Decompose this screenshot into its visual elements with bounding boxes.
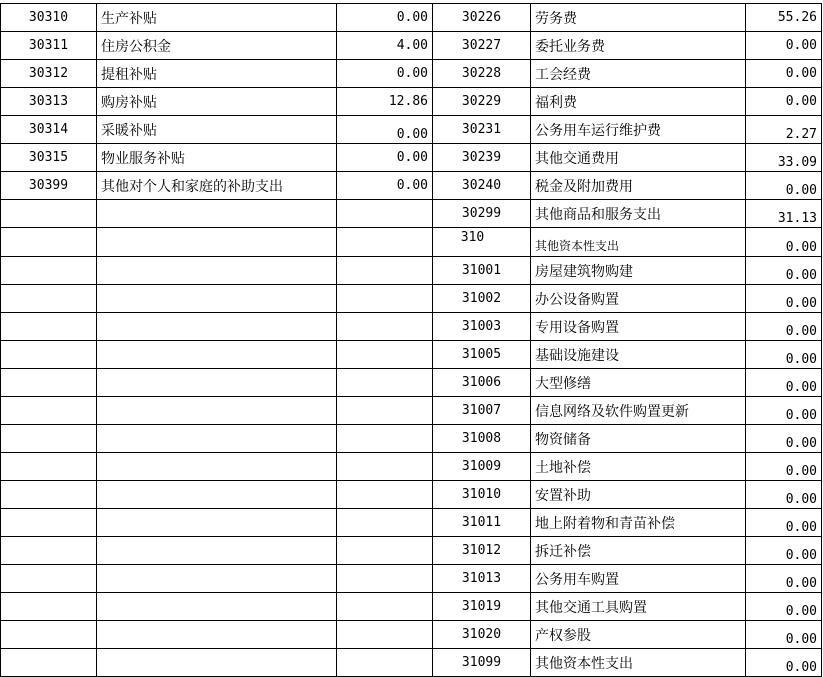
right-code-cell[interactable]: 30228 <box>433 60 531 88</box>
left-amount-cell[interactable]: 0.00 <box>337 60 433 88</box>
left-amount-cell[interactable]: 4.00 <box>337 32 433 60</box>
left-code-cell[interactable] <box>1 313 97 341</box>
right-code-cell[interactable]: 310 <box>433 228 531 257</box>
left-name-cell[interactable] <box>97 621 337 649</box>
right-name-cell[interactable]: 办公设备购置 <box>531 285 746 313</box>
right-code-cell[interactable]: 31013 <box>433 565 531 593</box>
right-amount-cell[interactable]: 0.00 <box>746 369 822 397</box>
table-row <box>1 200 822 228</box>
right-name-cell[interactable]: 其他交通费用 <box>531 144 746 172</box>
right-name-cell[interactable]: 其他资本性支出 <box>531 228 746 257</box>
right-code-cell[interactable]: 31001 <box>433 257 531 285</box>
table-row <box>1 313 822 341</box>
left-code-cell[interactable] <box>1 228 97 257</box>
right-name-cell[interactable]: 福利费 <box>531 88 746 116</box>
right-amount-cell[interactable]: 0.00 <box>746 509 822 537</box>
table-row <box>1 88 822 116</box>
right-code-cell[interactable]: 31010 <box>433 481 531 509</box>
left-name-cell[interactable] <box>97 425 337 453</box>
left-amount-cell[interactable] <box>337 621 433 649</box>
table-row <box>1 285 822 313</box>
left-name-cell[interactable] <box>97 397 337 425</box>
right-name-cell[interactable]: 土地补偿 <box>531 453 746 481</box>
left-code-cell[interactable] <box>1 593 97 621</box>
table-body <box>1 4 822 677</box>
right-code-cell[interactable]: 31003 <box>433 313 531 341</box>
table-row <box>1 621 822 649</box>
right-code-cell[interactable]: 31009 <box>433 453 531 481</box>
left-name-cell[interactable] <box>97 481 337 509</box>
left-amount-cell[interactable] <box>337 369 433 397</box>
right-name-cell[interactable]: 其他交通工具购置 <box>531 593 746 621</box>
left-amount-cell[interactable]: 0.00 <box>337 116 433 144</box>
left-code-cell[interactable]: 30313 <box>1 88 97 116</box>
right-code-cell[interactable]: 31008 <box>433 425 531 453</box>
left-amount-cell[interactable]: 12.86 <box>337 88 433 116</box>
left-code-cell[interactable] <box>1 341 97 369</box>
left-code-cell[interactable]: 30399 <box>1 172 97 200</box>
left-name-cell[interactable] <box>97 341 337 369</box>
left-name-cell[interactable] <box>97 565 337 593</box>
table-row <box>1 565 822 593</box>
right-amount-cell[interactable]: 0.00 <box>746 425 822 453</box>
right-name-cell[interactable]: 物资储备 <box>531 425 746 453</box>
table-row <box>1 144 822 172</box>
left-code-cell[interactable] <box>1 565 97 593</box>
right-code-cell[interactable]: 30299 <box>433 200 531 228</box>
table-row <box>1 32 822 60</box>
right-amount-cell[interactable]: 0.00 <box>746 621 822 649</box>
right-code-cell[interactable]: 31006 <box>433 369 531 397</box>
left-name-cell[interactable]: 购房补贴 <box>97 88 337 116</box>
right-amount-cell[interactable]: 0.00 <box>746 88 822 116</box>
right-name-cell[interactable]: 地上附着物和青苗补偿 <box>531 509 746 537</box>
expenditure-table <box>0 3 822 677</box>
right-name-cell[interactable]: 房屋建筑物购建 <box>531 257 746 285</box>
right-name-cell[interactable]: 其他资本性支出 <box>531 649 746 677</box>
left-name-cell[interactable]: 采暖补贴 <box>97 116 337 144</box>
left-code-cell[interactable] <box>1 200 97 228</box>
right-name-cell[interactable]: 其他商品和服务支出 <box>531 200 746 228</box>
right-name-cell[interactable]: 委托业务费 <box>531 32 746 60</box>
right-name-cell[interactable]: 公务用车运行维护费 <box>531 116 746 144</box>
table-row <box>1 341 822 369</box>
left-amount-cell[interactable] <box>337 285 433 313</box>
left-name-cell[interactable]: 提租补贴 <box>97 60 337 88</box>
table-row <box>1 172 822 200</box>
right-code-cell[interactable]: 31099 <box>433 649 531 677</box>
right-amount-cell[interactable]: 0.00 <box>746 565 822 593</box>
right-amount-cell[interactable]: 0.00 <box>746 341 822 369</box>
left-name-cell[interactable]: 物业服务补贴 <box>97 144 337 172</box>
left-code-cell[interactable] <box>1 257 97 285</box>
left-name-cell[interactable] <box>97 313 337 341</box>
right-code-cell[interactable]: 30226 <box>433 4 531 32</box>
left-name-cell[interactable] <box>97 285 337 313</box>
table-row <box>1 453 822 481</box>
right-amount-cell[interactable]: 0.00 <box>746 285 822 313</box>
left-code-cell[interactable]: 30315 <box>1 144 97 172</box>
right-amount-cell[interactable]: 31.13 <box>746 200 822 228</box>
left-amount-cell[interactable] <box>337 313 433 341</box>
left-code-cell[interactable] <box>1 397 97 425</box>
right-amount-cell[interactable]: 2.27 <box>746 116 822 144</box>
left-code-cell[interactable] <box>1 425 97 453</box>
left-amount-cell[interactable] <box>337 481 433 509</box>
left-amount-cell[interactable] <box>337 565 433 593</box>
right-amount-cell[interactable]: 0.00 <box>746 397 822 425</box>
left-code-cell[interactable] <box>1 509 97 537</box>
left-name-cell[interactable]: 住房公积金 <box>97 32 337 60</box>
left-name-cell[interactable] <box>97 537 337 565</box>
left-code-cell[interactable] <box>1 285 97 313</box>
right-code-cell[interactable]: 31011 <box>433 509 531 537</box>
left-code-cell[interactable] <box>1 369 97 397</box>
table-row <box>1 257 822 285</box>
left-amount-cell[interactable]: 0.00 <box>337 144 433 172</box>
right-amount-cell[interactable]: 0.00 <box>746 481 822 509</box>
table-row <box>1 4 822 32</box>
left-code-cell[interactable] <box>1 537 97 565</box>
left-name-cell[interactable] <box>97 200 337 228</box>
right-amount-cell[interactable]: 0.00 <box>746 313 822 341</box>
right-amount-cell[interactable]: 0.00 <box>746 453 822 481</box>
table-row <box>1 537 822 565</box>
left-name-cell[interactable] <box>97 228 337 257</box>
table-row <box>1 593 822 621</box>
right-code-cell[interactable]: 30231 <box>433 116 531 144</box>
right-code-cell[interactable]: 31002 <box>433 285 531 313</box>
left-amount-cell[interactable] <box>337 200 433 228</box>
right-name-cell[interactable]: 税金及附加费用 <box>531 172 746 200</box>
left-code-cell[interactable]: 30314 <box>1 116 97 144</box>
left-code-cell[interactable] <box>1 453 97 481</box>
left-amount-cell[interactable] <box>337 228 433 257</box>
table-row <box>1 228 822 257</box>
right-name-cell[interactable]: 公务用车购置 <box>531 565 746 593</box>
left-name-cell[interactable] <box>97 257 337 285</box>
left-amount-cell[interactable] <box>337 593 433 621</box>
left-amount-cell[interactable] <box>337 341 433 369</box>
right-code-cell[interactable]: 31007 <box>433 397 531 425</box>
right-name-cell[interactable]: 基础设施建设 <box>531 341 746 369</box>
left-name-cell[interactable] <box>97 509 337 537</box>
right-name-cell[interactable]: 产权参股 <box>531 621 746 649</box>
right-code-cell[interactable]: 30229 <box>433 88 531 116</box>
table-row <box>1 116 822 144</box>
right-amount-cell[interactable]: 0.00 <box>746 60 822 88</box>
right-code-cell[interactable]: 30227 <box>433 32 531 60</box>
left-amount-cell[interactable] <box>337 397 433 425</box>
right-amount-cell[interactable]: 0.00 <box>746 228 822 257</box>
right-code-cell[interactable]: 31012 <box>433 537 531 565</box>
left-amount-cell[interactable]: 0.00 <box>337 4 433 32</box>
table-row <box>1 481 822 509</box>
right-amount-cell[interactable]: 0.00 <box>746 593 822 621</box>
right-name-cell[interactable]: 专用设备购置 <box>531 313 746 341</box>
left-amount-cell[interactable] <box>337 425 433 453</box>
left-amount-cell[interactable] <box>337 257 433 285</box>
table-row <box>1 60 822 88</box>
right-name-cell[interactable]: 安置补助 <box>531 481 746 509</box>
right-code-cell[interactable]: 31005 <box>433 341 531 369</box>
right-amount-cell[interactable]: 33.09 <box>746 144 822 172</box>
right-name-cell[interactable]: 拆迁补偿 <box>531 537 746 565</box>
left-code-cell[interactable]: 30311 <box>1 32 97 60</box>
left-name-cell[interactable]: 其他对个人和家庭的补助支出 <box>97 172 337 200</box>
left-name-cell[interactable]: 生产补贴 <box>97 4 337 32</box>
left-amount-cell[interactable] <box>337 453 433 481</box>
left-code-cell[interactable]: 30310 <box>1 4 97 32</box>
right-name-cell[interactable]: 劳务费 <box>531 4 746 32</box>
table-row <box>1 425 822 453</box>
right-code-cell[interactable]: 31019 <box>433 593 531 621</box>
right-name-cell[interactable]: 工会经费 <box>531 60 746 88</box>
right-amount-cell[interactable]: 0.00 <box>746 257 822 285</box>
left-amount-cell[interactable]: 0.00 <box>337 172 433 200</box>
left-code-cell[interactable] <box>1 621 97 649</box>
right-code-cell[interactable]: 30240 <box>433 172 531 200</box>
left-name-cell[interactable] <box>97 593 337 621</box>
left-amount-cell[interactable] <box>337 537 433 565</box>
right-amount-cell[interactable]: 0.00 <box>746 537 822 565</box>
right-name-cell[interactable]: 信息网络及软件购置更新 <box>531 397 746 425</box>
right-code-cell[interactable]: 31020 <box>433 621 531 649</box>
right-amount-cell[interactable]: 0.00 <box>746 172 822 200</box>
left-amount-cell[interactable] <box>337 509 433 537</box>
left-name-cell[interactable] <box>97 453 337 481</box>
right-amount-cell[interactable]: 55.26 <box>746 4 822 32</box>
table-row <box>1 509 822 537</box>
left-name-cell[interactable] <box>97 369 337 397</box>
left-code-cell[interactable] <box>1 481 97 509</box>
right-amount-cell[interactable]: 0.00 <box>746 32 822 60</box>
table-row <box>1 369 822 397</box>
table-row <box>1 397 822 425</box>
right-amount-cell[interactable]: 0.00 <box>746 649 822 677</box>
left-code-cell[interactable]: 30312 <box>1 60 97 88</box>
right-code-cell[interactable]: 30239 <box>433 144 531 172</box>
right-name-cell[interactable]: 大型修缮 <box>531 369 746 397</box>
